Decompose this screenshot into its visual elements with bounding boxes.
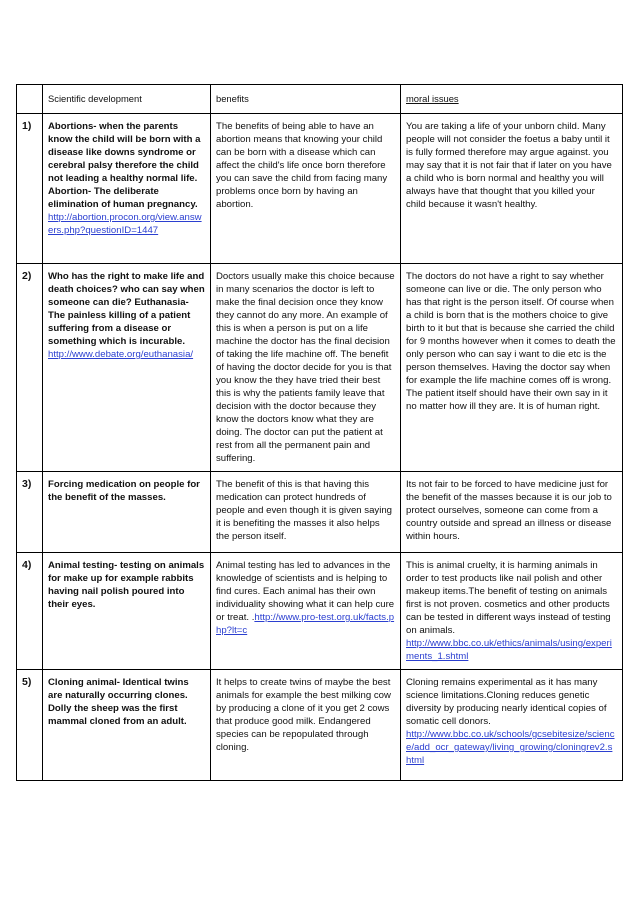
source-link[interactable]: http://www.bbc.co.uk/schools/gcsebitesize/science/add_ocr_gateway/living_growing/cloningrev2.shtml — [406, 729, 615, 766]
moral-cell — [401, 553, 623, 670]
header-moral-issues: moral issues — [401, 85, 623, 114]
source-link[interactable]: http://www.debate.org/euthanasia/ — [48, 349, 194, 360]
row-number: 4) — [17, 553, 43, 670]
moral-cell: You are taking a life of your unborn child. Many people will not consider the foetus a baby until it is fully formed therefore may argue against. you may say that it is not fair that if later on you have a child who is born normal and healthy you will always have that thought that you killed your child because it wasn't healthy. — [401, 114, 623, 264]
benefits-cell: The benefit of this is that having this medication can protect hundreds of people and even though it is given saying it is benefiting the masses it also helps the person itself. — [211, 472, 401, 553]
scientific-cell — [43, 264, 211, 472]
scientific-cell: Animal testing- testing on animals for make up for example rabbits having nail polish poured into their eyes. — [43, 553, 211, 670]
moral-cell — [401, 670, 623, 781]
header-number-cell — [17, 85, 43, 114]
benefits-cell — [211, 553, 401, 670]
table-row — [17, 472, 623, 553]
scientific-text: Abortions- when the parents know the child will be born with a disease like downs syndrome or cerebral palsy therefore the child not leading a healthy normal life. Abortion- The deliberate elimination of human pregnancy. — [48, 121, 201, 210]
scientific-text: Who has the right to make life and death choices? who can say when someone can die? Euthanasia- The painless killing of a patient suffering from a disease or something which is incurable. — [48, 271, 205, 347]
table-row — [17, 553, 623, 670]
benefits-cell: It helps to create twins of maybe the best animals for example the best milking cow by producing a clone of it you get 2 cows that produce good milk. Endangered species can be repopulated through cloning. — [211, 670, 401, 781]
source-link[interactable]: http://www.pro-test.org.uk/facts.php?lt=c — [216, 612, 395, 636]
row-number: 5) — [17, 670, 43, 781]
benefits-cell: The benefits of being able to have an abortion means that knowing your child can be born with a disease which can affect the child's life once born therefore you can save the child from facing many problems once born by having an abortion. — [211, 114, 401, 264]
table-row — [17, 670, 623, 781]
row-number: 3) — [17, 472, 43, 553]
moral-cell: Its not fair to be forced to have medicine just for the benefit of the masses because it is our job to protect ourselves, someone can come from a country outside and spread an illness or disease within hours. — [401, 472, 623, 553]
benefits-cell: Doctors usually make this choice because in many scenarios the doctor is left to make the final decision once they know they cannot do any more. An example of this is when a person is put on a life machine the doctor has the final decision of taking the life machine off. The benefit of having the doctor decide for you is that you know the they have tried their best this is why the patients family leave that decision with the doctor because they know the doctors know what they are doing. The doctor can put the patient at rest from all the permanent pain and suffering. — [211, 264, 401, 472]
moral-text: Cloning remains experimental as it has many science limitations.Cloning reduces genetic diversity by producing nearly identical copies of somatic cell donors. — [406, 677, 607, 727]
moral-cell: The doctors do not have a right to say whether someone can live or die. The only person who has that right is the person itself. Of course when a child is born that is the mothers choice to give birth to it but that is because she carried the child for 9 months however when it comes to death the only person who can say i want to die etc is the person themselves. Having the doctor say when for example the life machine comes off is wrong. The patient itself should have their own say in it no matter how ill they are. It is of human right. — [401, 264, 623, 472]
table-row — [17, 114, 623, 264]
scientific-cell: Forcing medication on people for the benefit of the masses. — [43, 472, 211, 553]
header-benefits: benefits — [211, 85, 401, 114]
source-link[interactable]: http://www.bbc.co.uk/ethics/animals/using/experiments_1.shtml — [406, 638, 612, 662]
document-page — [16, 84, 622, 781]
scientific-cell: Cloning animal- Identical twins are naturally occurring clones. Dolly the sheep was the first mammal cloned from an adult. — [43, 670, 211, 781]
table-row — [17, 264, 623, 472]
row-number: 2) — [17, 264, 43, 472]
header-scientific: Scientific development — [43, 85, 211, 114]
header-row — [17, 85, 623, 114]
source-link[interactable]: http://abortion.procon.org/view.answers.php?questionID=1447 — [48, 212, 202, 236]
ethics-table — [16, 84, 623, 781]
scientific-cell — [43, 114, 211, 264]
benefits-text: Animal testing has led to advances in the knowledge of scientists and is helping to find cures. Each animal has their own individuality showing what it can help cure or treat. . — [216, 560, 395, 623]
moral-text: This is animal cruelty, it is harming animals in order to test products like nail polish and other makeup items.The benefit of testing on animals first is not proven. cosmetics and other products can be tested in different ways instead of testing on animals. — [406, 560, 611, 636]
row-number: 1) — [17, 114, 43, 264]
